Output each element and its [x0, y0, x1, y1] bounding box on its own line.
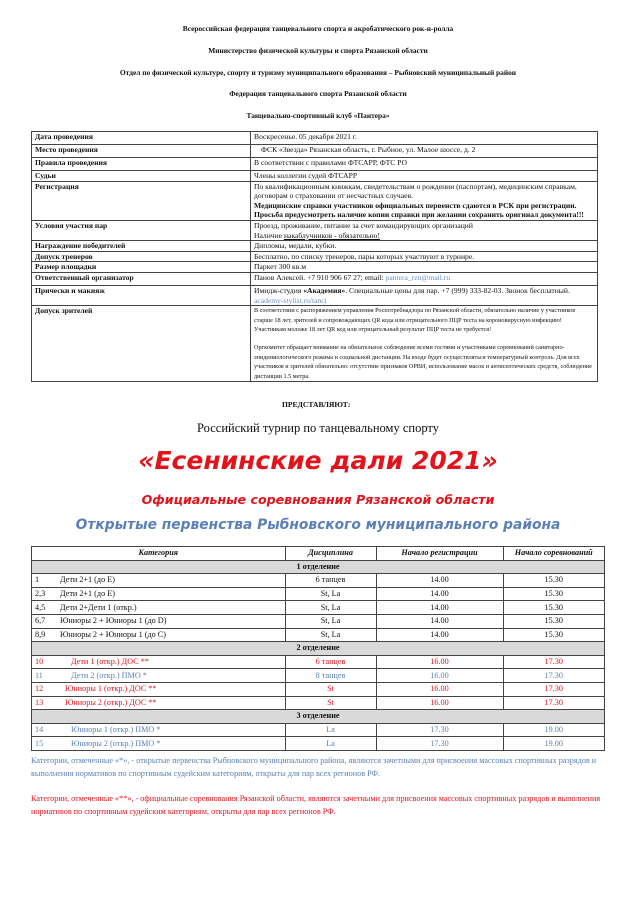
registration-time: 16.00 [376, 696, 503, 710]
schedule-header-row [32, 547, 605, 561]
info-row-floor [32, 262, 598, 273]
schedule-row [32, 682, 605, 696]
info-row-coaches [32, 251, 598, 262]
start-time: 15.30 [503, 628, 604, 642]
event-info-table [31, 131, 598, 382]
start-time: 15.30 [503, 601, 604, 615]
conditions-line-2 [254, 231, 595, 241]
info-value [251, 285, 598, 305]
info-label: Регистрация [32, 181, 251, 220]
info-value: В соответствии с правилами ФТСАРР, ФТС РО [251, 158, 598, 171]
info-value [251, 181, 598, 220]
info-value [251, 272, 598, 285]
schedule-row [32, 669, 605, 683]
info-row-organizer [32, 272, 598, 285]
column-header-registration: Начало регистрации [376, 547, 503, 561]
registration-time: 17.30 [376, 723, 503, 737]
makeup-suffix: . Специальные цены для пар. +7 (999) 333-82-03. Звонок бесплатный. [345, 285, 570, 295]
info-row-registration [32, 181, 598, 220]
spectators-qr-requirement: В соответствии с распоряжением управления Роспотребнадзора по Рязанской области, обязательно наличие у участников старше 18 лет, зрителей и сопровождающих QR кода или отрицательного ПЦР теста на короновирусную инфекцию! [254, 307, 576, 324]
info-label: Допуск тренеров [32, 251, 251, 262]
category-name: Дети 2+Дети 1 (откр.) [57, 601, 285, 615]
discipline: 6 танцев [285, 655, 376, 669]
start-time: 15.30 [503, 587, 604, 601]
conditions-line-1: Проезд, проживание, питание за счет командирующих организаций [254, 220, 473, 230]
category-number: 15 [32, 737, 58, 751]
registration-medical-note: Медицинские справки участников официальных первенств сдаются в РСК при регистрации. [254, 200, 577, 210]
info-value [251, 220, 598, 240]
category-number: 12 [32, 682, 58, 696]
discipline: 8 танцев [285, 669, 376, 683]
tournament-subtitle: Российский турнир по танцевальному спорту [197, 421, 439, 435]
registration-time: 14.00 [376, 587, 503, 601]
tournament-title: «Есенинские дали 2021» [138, 446, 498, 475]
registration-time: 16.00 [376, 655, 503, 669]
presents-label: ПРЕДСТАВЛЯЮТ: [282, 400, 351, 409]
open-categories-note: Категории, отмеченные «*», - открытые первенства Рыбновского муниципального района, являются зачетными для присвоения массовых спортивных разрядов и выполнения нормативов по спортивным судейским категориям, открыты для пар всех регионов РФ. [31, 756, 597, 778]
discipline: St, La [285, 601, 376, 615]
open-championships-heading: Открытые первенства Рыбновского муниципального района [75, 517, 561, 533]
spacer [254, 335, 595, 343]
info-value: Воскресенье. 05 декабря 2021 г. [251, 132, 598, 145]
category-name: Дети 2+1 (до E) [57, 587, 285, 601]
category-name: Дети 1 (откр.) ДОС ** [57, 655, 285, 669]
registration-time: 14.00 [376, 614, 503, 628]
category-name: Юниоры 1 (откр.) ПМО * [57, 723, 285, 737]
discipline: St, La [285, 628, 376, 642]
category-number: 8,9 [32, 628, 58, 642]
schedule-body [32, 560, 605, 750]
info-value: ФСК «Звезда» Рязанская область, г. Рыбное, ул. Малое шоссе, д. 2 [251, 145, 598, 158]
schedule-row [32, 655, 605, 669]
header-line-ministry: Министерство физической культуры и спорта Рязанской области [208, 46, 428, 55]
schedule-row [32, 614, 605, 628]
section-row [32, 642, 605, 656]
registration-time: 14.00 [376, 628, 503, 642]
section-row [32, 710, 605, 724]
category-name: Дети 2+1 (до E) [57, 574, 285, 588]
info-value [251, 306, 598, 382]
conditions-heels-note: накаблучников - обязательно! [283, 230, 381, 240]
discipline: 6 танцев [285, 574, 376, 588]
info-row-spectators [32, 306, 598, 382]
discipline: St, La [285, 614, 376, 628]
category-number: 4,5 [32, 601, 58, 615]
start-time: 17.30 [503, 669, 604, 683]
registration-time: 14.00 [376, 601, 503, 615]
info-label: Условия участия пар [32, 220, 251, 240]
registration-time: 14.00 [376, 574, 503, 588]
info-row-date [32, 132, 598, 145]
info-label: Ответственный организатор [32, 272, 251, 285]
category-number: 10 [32, 655, 58, 669]
info-value: Бесплатно, по списку тренеров, пары которых участвуют в турнире. [251, 251, 598, 262]
official-competitions-heading: Официальные соревнования Рязанской области [141, 492, 495, 507]
schedule-row [32, 628, 605, 642]
discipline: St, La [285, 587, 376, 601]
info-row-judges [32, 171, 598, 182]
discipline: St [285, 696, 376, 710]
header-line-club: Танцевально-спортивный клуб «Пантера» [246, 111, 390, 120]
category-number: 6,7 [32, 614, 58, 628]
info-label: Допуск зрителей [32, 306, 251, 382]
info-row-conditions [32, 220, 598, 240]
section-title: 2 отделение [32, 642, 605, 656]
category-name: Юниоры 2 + Юниоры 1 (до С) [57, 628, 285, 642]
schedule-row [32, 696, 605, 710]
organizer-contact: Панов Алексей. +7 910 906 67 27; email: [254, 272, 386, 282]
info-label: Дата проведения [32, 132, 251, 145]
makeup-prefix: Имидж-студия [254, 285, 304, 295]
info-label: Судьи [32, 171, 251, 182]
header-line-department: Отдел по физической культуре, спорту и туризму муниципального образования – Рыбновский муниципальный район [119, 68, 517, 77]
header-line-regional-federation: Федерация танцевального спорта Рязанской области [229, 89, 407, 98]
info-value: Паркет 300 кв.м [251, 262, 598, 273]
start-time: 17.30 [503, 655, 604, 669]
category-number: 11 [32, 669, 58, 683]
start-time: 17.30 [503, 682, 604, 696]
spectators-minors-note: Участникам моложе 18 лет QR код или отрицательный результат ПЦР теста не требуется! [254, 326, 492, 334]
info-value: Члены коллегии судей ФТСАРР [251, 171, 598, 182]
registration-text: По квалификационным книжкам, свидетельствам о рождении (паспортам), медицинским справкам, договорам о страховании от несчастных случаев. [254, 181, 577, 201]
registration-time: 16.00 [376, 669, 503, 683]
info-label: Размер площадки [32, 262, 251, 273]
start-time: 19.00 [503, 723, 604, 737]
category-name: Юниоры 1 (откр.) ДОС ** [57, 682, 285, 696]
organizer-email-link[interactable]: pantera_rzn@mail.ru [385, 272, 451, 282]
schedule-row [32, 601, 605, 615]
info-label: Прически и макияж [32, 285, 251, 305]
makeup-website-link[interactable]: academy-stylist.ru/tanci [254, 295, 327, 305]
registration-time: 17.30 [376, 737, 503, 751]
makeup-line [254, 286, 595, 296]
column-header-discipline: Дисциплина [285, 547, 376, 561]
registration-time: 16.00 [376, 682, 503, 696]
info-value: Дипломы, медали, кубки. [251, 241, 598, 252]
start-time: 15.30 [503, 574, 604, 588]
column-header-start: Начало соревнований [503, 547, 604, 561]
section-title: 1 отделение [32, 560, 605, 574]
section-row [32, 560, 605, 574]
schedule-row [32, 737, 605, 751]
category-name: Юниоры 2 (откр.) ДОС ** [57, 696, 285, 710]
discipline: St [285, 682, 376, 696]
info-label: Награждение победителей [32, 241, 251, 252]
official-categories-note: Категории, отмеченные «**», - официальные соревнования Рязанской области, являются зачетными для присвоения массовых спортивных разрядов и выполнения нормативов по спортивным судейским категориям, открыты для пар всех регионов РФ. [31, 794, 601, 816]
category-name: Юниоры 2 (откр.) ПМО * [57, 737, 285, 751]
info-label: Правила проведения [32, 158, 251, 171]
schedule-table [31, 546, 605, 751]
category-number: 14 [32, 723, 58, 737]
section-title: 3 отделение [32, 710, 605, 724]
schedule-row [32, 587, 605, 601]
conditions-prefix: Наличие [254, 230, 284, 240]
discipline: La [285, 737, 376, 751]
discipline: La [285, 723, 376, 737]
info-row-rules [32, 158, 598, 171]
start-time: 19.00 [503, 737, 604, 751]
info-label: Место проведения [32, 145, 251, 158]
header-line-federation: Всероссийская федерация танцевального спорта и акробатического рок-н-ролла [182, 24, 454, 33]
info-row-makeup [32, 285, 598, 305]
column-header-category: Категория [32, 547, 286, 561]
spectators-sanitary-note: Оргкомитет обращает внимание на обязательное соблюдение всеми гостями и участниками соревнований санитарно-эпидемиологического режима и социальной дистанции. На входе будет осуществляться температурный контроль. Для всех участников и зрителей обязательно: отсутствие признаков ОРВИ, использование масок и антисептических средств, соблюдение дистанции 1.5 метра. [254, 343, 592, 380]
start-time: 17.30 [503, 696, 604, 710]
schedule-row [32, 574, 605, 588]
makeup-studio-name: «Академия» [303, 285, 346, 295]
info-row-venue [32, 145, 598, 158]
category-number: 1 [32, 574, 58, 588]
category-number: 13 [32, 696, 58, 710]
category-name: Дети 2 (откр.) ПМО * [57, 669, 285, 683]
category-name: Юниоры 2 + Юниоры 1 (до D) [57, 614, 285, 628]
schedule-row [32, 723, 605, 737]
category-number: 2,3 [32, 587, 58, 601]
start-time: 15.30 [503, 614, 604, 628]
registration-copy-note: Просьба предусмотреть наличие копии справки при желании сохранить оригинал документа!!! [254, 210, 584, 220]
info-row-awards [32, 241, 598, 252]
